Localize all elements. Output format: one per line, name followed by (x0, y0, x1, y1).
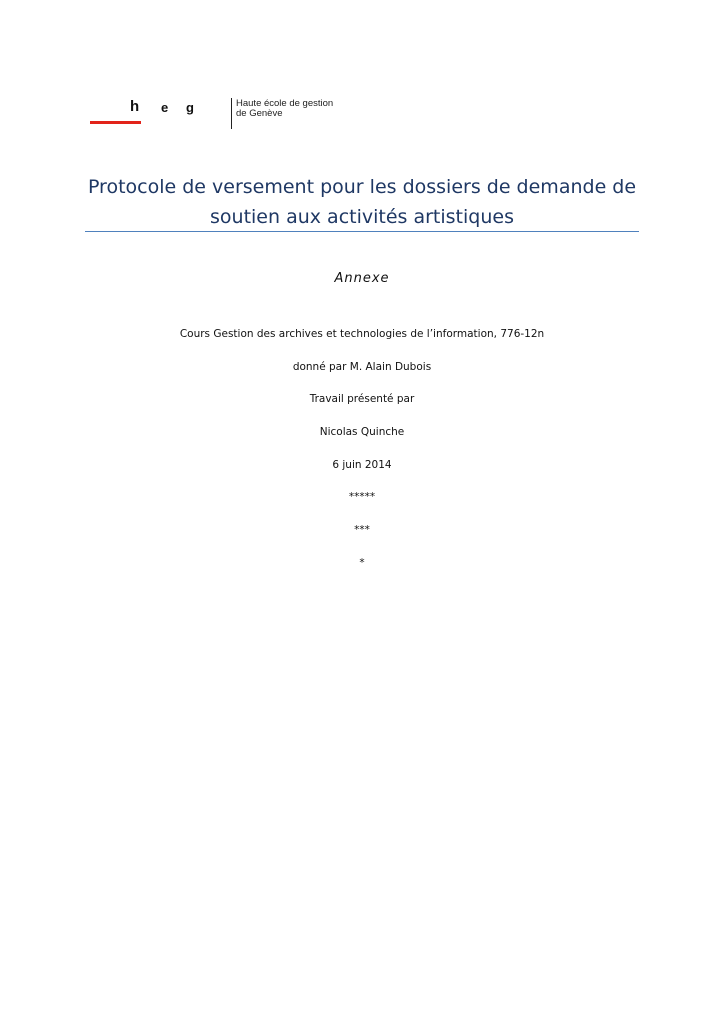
presented-by-line: Travail présenté par (309, 393, 415, 405)
institution-name-line1: Haute école de gestion (236, 98, 334, 109)
separator-five-stars: ***** (348, 491, 376, 503)
logo-red-bar (90, 121, 141, 124)
heg-logo (90, 96, 340, 132)
institution-name-line2: de Genève (236, 108, 283, 119)
logo-letter-h: h (130, 98, 140, 115)
author-name: Nicolas Quinche (319, 426, 405, 438)
document-title: Protocole de versement pour les dossiers de demande de soutien aux activités artistiques (87, 176, 637, 228)
separator-one-star: * (359, 557, 365, 569)
logo-letter-g: g (186, 100, 194, 115)
separator-three-stars: *** (354, 524, 370, 536)
title-underline (85, 231, 639, 232)
document-subtitle: Annexe (334, 271, 390, 286)
instructor-line: donné par M. Alain Dubois (292, 361, 432, 373)
document-date: 6 juin 2014 (332, 459, 392, 471)
logo-letters (90, 98, 220, 116)
course-line: Cours Gestion des archives et technologies de l’information, 776-12n (179, 328, 545, 340)
logo-letter-e: e (161, 100, 169, 115)
institution-name (236, 99, 333, 119)
logo-divider (231, 98, 232, 129)
